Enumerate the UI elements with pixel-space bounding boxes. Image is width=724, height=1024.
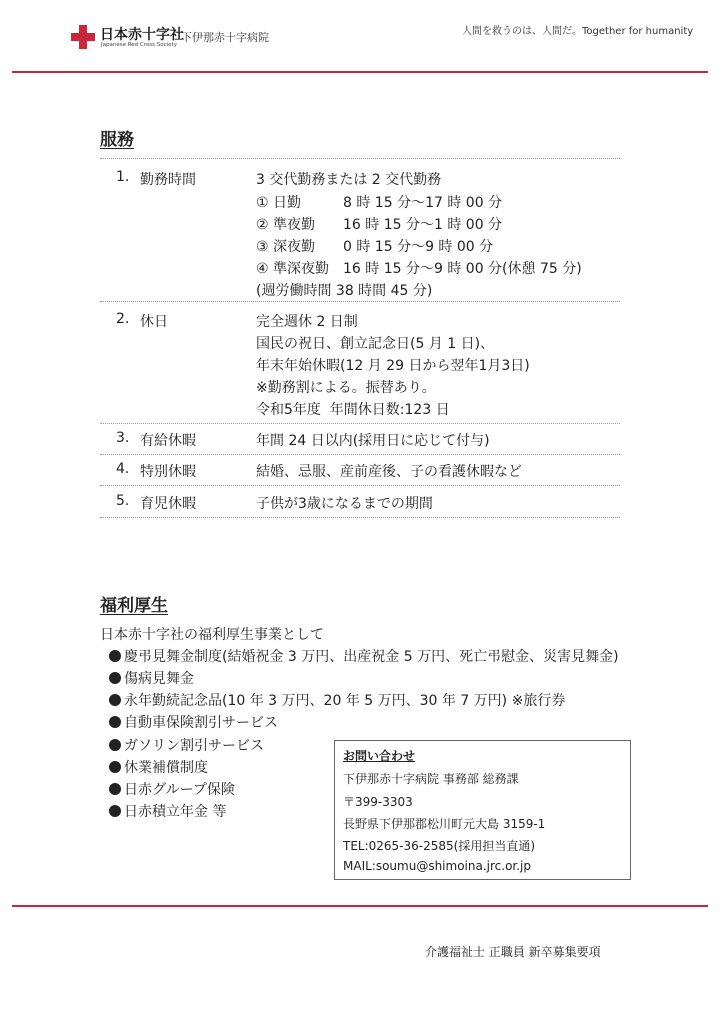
duty-item-line: 完全週休 2 日制 [256, 314, 358, 330]
divider [100, 517, 620, 518]
bullet-icon [109, 694, 121, 706]
contact-phone: TEL:0265-36-2585(採用担当直通) [343, 839, 536, 853]
duty-item-number: 3. [116, 430, 130, 446]
bullet-icon [109, 805, 121, 817]
duty-item-line: 年末年始休暇(12 月 29 日から翌年1月3日) [256, 358, 530, 374]
duty-item-label: 特別休暇 [140, 464, 196, 480]
contact-postal-code: 〒399-3303 [343, 795, 413, 809]
duty-item-line: (週労働時間 38 時間 45 分) [256, 283, 433, 299]
welfare-bullet-item: 慶弔見舞金制度(結婚祝金 3 万円、出産祝金 5 万円、死亡弔慰金、災害見舞金) [109, 646, 619, 666]
section-title-duty: 服務 [100, 130, 134, 150]
divider [100, 423, 620, 424]
divider [100, 485, 620, 486]
divider [100, 454, 620, 455]
duty-item-label: 勤務時間 [140, 172, 196, 188]
welfare-bullet-item: 自動車保険割引サービス [109, 712, 278, 732]
welfare-bullet-item: 日赤積立年金 等 [109, 801, 226, 821]
welfare-intro: 日本赤十字社の福利厚生事業として [100, 627, 324, 643]
duty-item-line: 3 交代勤務または 2 交代勤務 [256, 172, 442, 188]
bullet-icon [109, 650, 121, 662]
duty-item-line: ③ 深夜勤 0 時 15 分～9 時 00 分 [256, 239, 494, 255]
bottom-divider [12, 905, 708, 907]
red-cross-logo-icon [71, 25, 95, 49]
duty-item-number: 4. [116, 461, 130, 477]
duty-item-line: ① 日勤 8 時 15 分～17 時 00 分 [256, 195, 503, 211]
duty-item-line: 結婚、忌服、産前産後、子の看護休暇など [256, 464, 522, 480]
welfare-bullet-item: 傷病見舞金 [109, 668, 194, 688]
section-title-welfare: 福利厚生 [100, 596, 168, 616]
contact-department: 下伊那赤十字病院 事務部 総務課 [343, 772, 519, 786]
top-divider [12, 71, 708, 73]
bullet-icon [109, 783, 121, 795]
bullet-icon [109, 761, 121, 773]
divider [100, 158, 620, 159]
welfare-bullet-item: 永年勤続記念品(10 年 3 万円、20 年 5 万円、30 年 7 万円) ※旅行券 [109, 690, 565, 710]
footer-text: 介護福祉士 正職員 新卒募集要項 [425, 945, 601, 959]
bullet-icon [109, 716, 121, 728]
bullet-icon [109, 739, 121, 751]
bullet-icon [109, 672, 121, 684]
welfare-bullet-item: 休業補償制度 [109, 757, 208, 777]
brand-name: 日本赤十字社 [100, 27, 184, 43]
duty-item-line: ※勤務割による。振替あり。 [256, 380, 436, 396]
contact-title: お問い合わせ [343, 749, 416, 763]
hospital-name: 下伊那赤十字病院 [181, 31, 269, 44]
divider [100, 301, 620, 302]
brand-name-english: Japanese Red Cross Society [101, 42, 177, 48]
duty-item-label: 有給休暇 [140, 433, 196, 449]
welfare-bullet-item: 日赤グループ保険 [109, 779, 235, 799]
duty-item-number: 2. [116, 311, 130, 327]
duty-item-number: 5. [116, 493, 130, 509]
tagline: 人間を救うのは、人間だ。Together for humanity [462, 26, 694, 37]
welfare-bullet-item: ガソリン割引サービス [109, 735, 264, 755]
duty-item-line: 子供が3歳になるまでの期間 [256, 496, 433, 512]
duty-item-line: 国民の祝日、創立記念日(5 月 1 日)、 [256, 336, 495, 352]
duty-item-label: 休日 [140, 314, 168, 330]
contact-address: 長野県下伊那郡松川町元大島 3159-1 [343, 817, 546, 831]
duty-item-line: 令和5年度 年間休日数:123 日 [256, 402, 450, 418]
duty-item-number: 1. [116, 169, 130, 185]
contact-email[interactable]: MAIL:soumu@shimoina.jrc.or.jp [343, 859, 532, 873]
duty-item-line: ② 準夜勤 16 時 15 分～1 時 00 分 [256, 217, 503, 233]
duty-item-label: 育児休暇 [140, 496, 196, 512]
duty-item-line: ④ 準深夜勤 16 時 15 分～9 時 00 分(休憩 75 分) [256, 261, 582, 277]
duty-item-line: 年間 24 日以内(採用日に応じて付与) [256, 433, 490, 449]
